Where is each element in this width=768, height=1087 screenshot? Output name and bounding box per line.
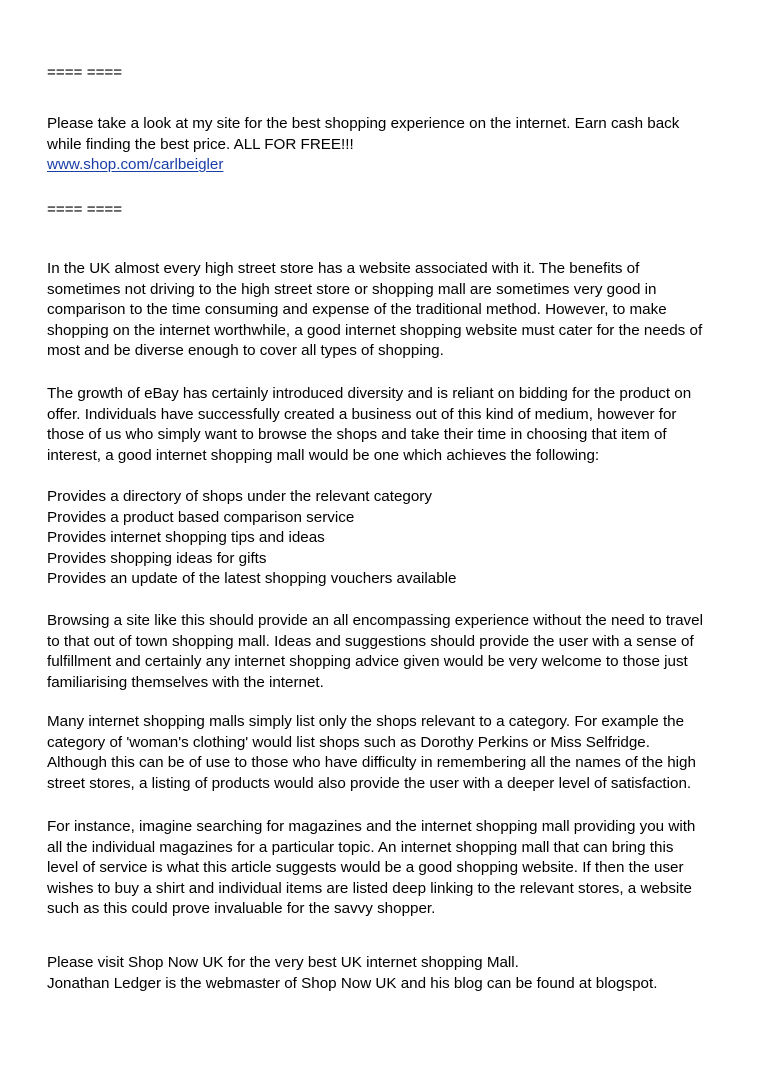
paragraph-uk-stores xyxy=(47,259,737,362)
paragraph-line: level of service is what this article suggests would be a good shopping website. If then the user xyxy=(47,859,684,876)
paragraph-line: comparison to the time consuming and expense of the traditional method. However, to make xyxy=(47,301,667,318)
list-item: Provides shopping ideas for gifts xyxy=(47,549,267,567)
list-item: Provides internet shopping tips and ideas xyxy=(47,529,325,546)
paragraph-line: Although this can be of use to those who have difficulty in remembering all the names of the high xyxy=(47,754,696,771)
paragraph-ebay xyxy=(47,384,737,466)
closing-paragraph xyxy=(47,953,737,994)
paragraph-malls xyxy=(47,712,737,794)
list-item: Provides an update of the latest shopping vouchers available xyxy=(47,570,457,587)
paragraph-line: such as this could prove invaluable for the savvy shopper. xyxy=(47,900,436,917)
paragraph-line: In the UK almost every high street store has a website associated with it. The benefits of xyxy=(47,260,640,277)
list-item: Provides a product based comparison service xyxy=(47,508,355,526)
paragraph-line: most and be diverse enough to cover all types of shopping. xyxy=(47,342,444,359)
paragraph-line: those of us who simply want to browse the shops and take their time in choosing that item of xyxy=(47,426,667,443)
feature-list xyxy=(47,487,737,590)
paragraph-line: Browsing a site like this should provide an all encompassing experience without the need to travel xyxy=(47,612,703,629)
paragraph-line: wishes to buy a shirt and individual items are listed deep linking to the relevant stores, a website xyxy=(47,879,692,897)
paragraph-line: fulfillment and certainly any internet shopping advice given would be very welcome to those just xyxy=(47,653,688,670)
paragraph-line: For instance, imagine searching for magazines and the internet shopping mall providing you with xyxy=(47,818,696,835)
separator-top xyxy=(47,63,737,84)
closing-line: Please visit Shop Now UK for the very best UK internet shopping Mall. xyxy=(47,954,519,971)
promo-line: Please take a look at my site for the best shopping experience on the internet. Earn cash back xyxy=(47,115,680,132)
paragraph-line: interest, a good internet shopping mall would be one which achieves the following: xyxy=(47,446,600,464)
paragraph-line: all the individual magazines for a particular topic. An internet shopping mall that can bring this xyxy=(47,838,674,856)
closing-line: Jonathan Ledger is the webmaster of Shop Now UK and his blog can be found at blogspot. xyxy=(47,974,658,992)
promo-paragraph xyxy=(47,114,737,176)
list-item: Provides a directory of shops under the relevant category xyxy=(47,488,432,505)
paragraph-browsing xyxy=(47,611,737,693)
paragraph-line: street stores, a listing of products would also provide the user with a deeper level of satisfaction. xyxy=(47,774,692,792)
paragraph-line: Many internet shopping malls simply list only the shops relevant to a category. For example the xyxy=(47,713,685,730)
separator-text: ==== ==== xyxy=(47,64,123,81)
separator-text: ==== ==== xyxy=(47,201,123,218)
paragraph-line: sometimes not driving to the high street store or shopping mall are sometimes very good in xyxy=(47,280,657,298)
paragraph-line: shopping on the internet worthwhile, a good internet shopping website must cater for the needs of xyxy=(47,321,703,339)
paragraph-line: The growth of eBay has certainly introduced diversity and is reliant on bidding for the product on xyxy=(47,385,692,402)
paragraph-line: offer. Individuals have successfully created a business out of this kind of medium, however for xyxy=(47,405,677,423)
promo-line: while finding the best price. ALL FOR FREE!!! xyxy=(47,135,354,153)
separator-bottom xyxy=(47,200,737,221)
paragraph-instance xyxy=(47,817,737,920)
paragraph-line: familiarising themselves with the internet. xyxy=(47,673,324,691)
paragraph-line: to that out of town shopping mall. Ideas and suggestions should provide the user with a sense of xyxy=(47,632,694,650)
promo-link[interactable]: www.shop.com/carlbeigler xyxy=(47,156,224,173)
paragraph-line: category of 'woman's clothing' would list shops such as Dorothy Perkins or Miss Selfridge. xyxy=(47,733,650,751)
